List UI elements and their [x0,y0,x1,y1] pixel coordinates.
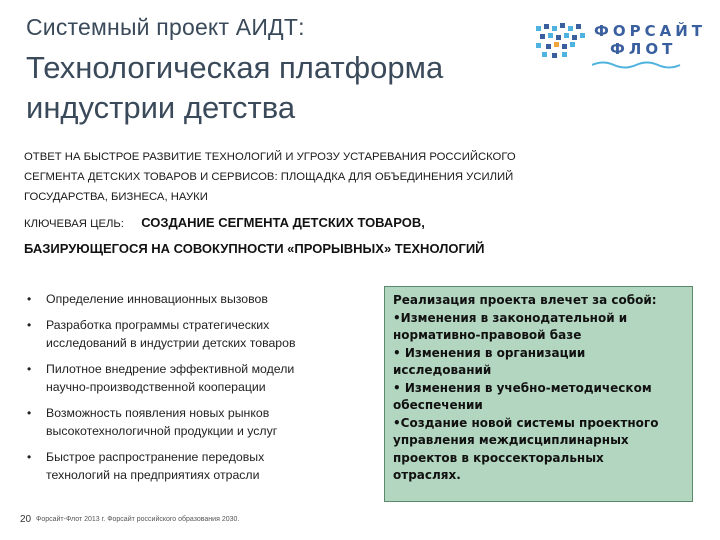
bullet-dot: • [27,450,32,464]
effects-line: • Изменения в учебно-методическом [393,380,652,395]
bullet-line1: Разработка программы стратегических [46,318,270,332]
key-goal-text-line2: БАЗИРУЮЩЕГОСЯ НА СОВОКУПНОСТИ «ПРОРЫВНЫХ» ТЕХНОЛОГИЙ [24,241,485,256]
intro-line3: ГОСУДАРСТВА, БИЗНЕСА, НАУКИ [24,191,208,203]
logo-wave-icon [592,60,682,70]
footer-source: Форсайт-Флот 2013 г. Форсайт российского образования 2030. [36,516,240,523]
key-goal-label: КЛЮЧЕВАЯ ЦЕЛЬ: [24,218,124,230]
bullet-line2: высокотехнологичной продукции и услуг [46,424,278,438]
bullet-dot: • [27,292,32,306]
effects-line: проектов в кроссекторальных [393,450,604,465]
effects-line: Реализация проекта влечет за собой: [393,293,657,307]
logo-text [594,22,706,58]
page-title-line2: Технологическая платформа [26,50,444,85]
page-title-line3: индустрии детства [26,90,296,125]
page-number: 20 [20,514,32,525]
bullet-item [26,290,376,308]
effects-line: обеспечении [393,398,483,412]
logo-text-line2: ФЛОТ [610,40,677,58]
bullet-line2: научно-производственной кооперации [46,380,266,394]
bullet-item [26,404,376,440]
logo-text-line1: ФОРСАЙТ [594,22,707,40]
effects-line: отраслях. [393,468,461,482]
intro-line1: ОТВЕТ НА БЫСТРОЕ РАЗВИТИЕ ТЕХНОЛОГИЙ И УГРОЗУ УСТАРЕВАНИЯ РОССИЙСКОГО [24,151,516,163]
bullet-dot: • [27,406,32,420]
bullet-line1: Определение инновационных вызовов [46,292,268,306]
bullet-dot: • [27,362,32,376]
page-title-line1: Системный проект АИДТ: [26,14,305,40]
key-goal-row1 [24,215,425,230]
bullet-line2: исследований в индустрии детских товаров [46,336,296,350]
project-effects-box [384,286,693,502]
intro-paragraph [24,147,684,207]
bullet-item [26,316,376,352]
logo-mark-icon [534,20,592,64]
effects-line: •Создание новой системы проектного [393,415,659,430]
bullet-line1: Возможность появления новых рынков [46,406,270,420]
bullet-line1: Быстрое распространение передовых [46,450,265,464]
key-goal-text-line1: СОЗДАНИЕ СЕГМЕНТА ДЕТСКИХ ТОВАРОВ, [141,215,425,230]
bullet-line1: Пилотное внедрение эффективной модели [46,362,295,376]
intro-line2: СЕГМЕНТА ДЕТСКИХ ТОВАРОВ И СЕРВИСОВ: ПЛОЩАДКА ДЛЯ ОБЪЕДИНЕНИЯ УСИЛИЙ [24,171,514,183]
effects-line: управления междисциплинарных [393,433,629,447]
effects-line: нормативно-правовой базе [393,328,582,342]
forsight-flot-logo [534,20,707,70]
bullet-item [26,448,376,484]
effects-line: •Изменения в законодательной и [393,310,628,325]
bullet-item [26,360,376,396]
effects-line: • Изменения в организации [393,345,586,360]
bullet-dot: • [27,318,32,332]
bullet-list [26,290,376,492]
effects-line: исследований [393,363,492,377]
bullet-line2: технологий на предприятиях отрасли [46,468,260,482]
